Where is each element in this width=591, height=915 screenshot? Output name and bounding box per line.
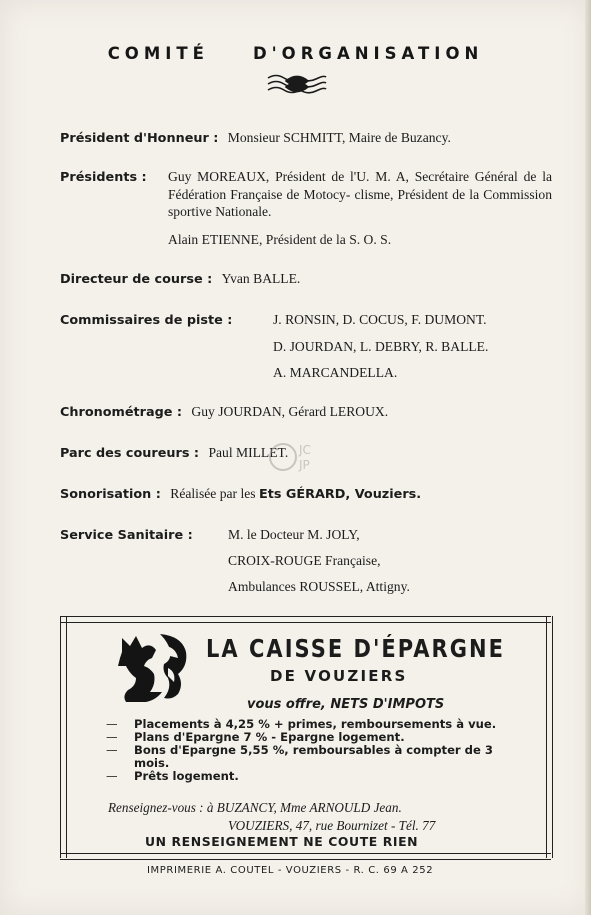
label-chrono: Chronométrage :	[60, 405, 182, 420]
sanitaire-line-3: Ambulances ROUSSEL, Attigny.	[228, 579, 410, 594]
value-parc: Paul MILLET.	[208, 445, 289, 460]
label-commissaires: Commissaires de piste :	[60, 313, 233, 328]
value-directeur: Yvan BALLE.	[221, 271, 301, 286]
value-honneur: Monsieur SCHMITT, Maire de Buzancy.	[227, 130, 451, 145]
sanitaire-line-2: CROIX-ROUGE Française,	[228, 553, 381, 568]
svg-text:JP: JP	[299, 458, 310, 472]
ad-border-right	[546, 616, 553, 858]
heading-word-2: D'ORGANISATION	[252, 44, 484, 63]
list-item	[106, 744, 506, 770]
ad-border-top	[60, 616, 551, 623]
svg-text:JC: JC	[299, 443, 311, 457]
watermark-stamp-icon	[265, 437, 325, 477]
ad-footer: UN RENSEIGNEMENT NE COUTE RIEN	[145, 834, 419, 849]
heading-word-1: COMITÉ	[107, 44, 209, 63]
ad-offer-list	[106, 718, 506, 783]
list-item-text: Placements à 4,25 % + primes, remboursements à vue.	[134, 717, 497, 731]
entry-honneur	[60, 129, 451, 148]
value-sono: Réalisée par les	[170, 486, 256, 501]
label-presidents: Présidents :	[60, 170, 147, 185]
list-item-text: Plans d'Epargne 7 % - Epargne logement.	[134, 730, 405, 744]
value-presidents-1: Guy MOREAUX, Président de l'U. M. A, Secrétaire Général de la Fédération Française de Motocy- clisme, Président de la Commission sportive Nationale.	[168, 169, 552, 220]
ad-contact-line-2: VOUZIERS, 47, rue Bournizet - Tél. 77	[228, 818, 436, 833]
label-commissaires-wrap	[60, 311, 232, 330]
squirrel-logo-icon	[116, 630, 190, 704]
entry-directeur	[60, 270, 300, 289]
list-dash: —	[106, 717, 118, 731]
value-sono-company: Ets GÉRARD, Vouziers.	[258, 487, 422, 502]
label-sanitaire-wrap	[60, 526, 193, 545]
printer-credit: IMPRIMERIE A. COUTEL - VOUZIERS - R. C. 69 A 252	[147, 865, 434, 876]
value-chrono: Guy JOURDAN, Gérard LEROUX.	[191, 404, 389, 419]
label-directeur: Directeur de course :	[60, 272, 213, 287]
list-dash: —	[106, 730, 118, 744]
ad-offer: vous offre, NETS D'IMPOTS	[247, 697, 445, 712]
ad-contact-line-1: Renseignez-vous : à BUZANCY, Mme ARNOULD Jean.	[108, 800, 402, 815]
commissaires-line-2: D. JOURDAN, L. DEBRY, R. BALLE.	[273, 339, 489, 354]
ornament-icon	[266, 73, 328, 95]
label-parc: Parc des coureurs :	[60, 446, 200, 461]
entry-parc	[60, 444, 288, 463]
ad-subtitle: DE VOUZIERS	[270, 667, 408, 685]
commissaires-line-3: A. MARCANDELLA.	[273, 365, 398, 380]
label-honneur: Président d'Honneur :	[60, 131, 219, 146]
entry-chrono	[60, 403, 388, 422]
list-item	[106, 770, 506, 783]
entry-sono	[60, 485, 421, 504]
list-dash: —	[106, 743, 118, 757]
list-dash: —	[106, 769, 118, 783]
sanitaire-line-1: M. le Docteur M. JOLY,	[228, 527, 360, 542]
ad-title: LA CAISSE D'ÉPARGNE	[206, 634, 505, 663]
label-sanitaire: Service Sanitaire :	[60, 528, 193, 543]
label-sono: Sonorisation :	[60, 487, 161, 502]
list-item-text: Bons d'Epargne 5,55 %, remboursables à compter de 3 mois.	[134, 743, 493, 770]
page-heading	[0, 44, 591, 63]
list-item-text: Prêts logement.	[134, 769, 239, 783]
ad-border-bottom	[60, 853, 551, 860]
ad-border-left	[60, 616, 67, 858]
value-presidents-2: Alain ETIENNE, Président de la S. O. S.	[168, 232, 392, 247]
commissaires-line-1: J. RONSIN, D. COCUS, F. DUMONT.	[273, 312, 487, 327]
label-presidents-wrap	[60, 168, 147, 187]
